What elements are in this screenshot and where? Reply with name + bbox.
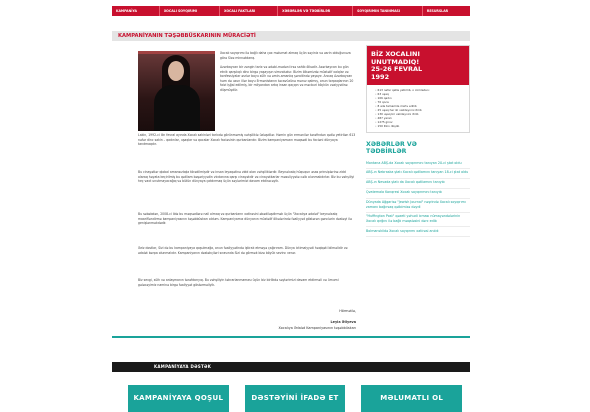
stat-item: • 487 yaralı: [375, 116, 465, 120]
stat-item: • 613 nəfər qətlə yetirilib, o cümlədən:: [375, 88, 465, 92]
promo-banner: [367, 46, 469, 85]
signature-role: Xocalıya Ədalət Kampaniyasının təşəbbüskarı: [278, 326, 356, 330]
stat-item: • 150 itkin düşüb: [375, 124, 465, 128]
cta-row: [128, 385, 462, 412]
stat-item: • 1275 girov: [375, 120, 465, 124]
stat-item: • 70 qoca: [375, 100, 465, 104]
stat-item: • 63 uşaq: [375, 92, 465, 96]
section-divider: [112, 336, 470, 338]
sidebar: [366, 45, 470, 237]
author-photo: [138, 51, 215, 131]
news-link[interactable]: ABŞ-ın Nebraska ştatı Xocalı qətliamını tanıyan 18-ci ştat oldu: [366, 169, 470, 179]
stats-list: [367, 85, 469, 132]
news-link[interactable]: Qvatemala Konqresi Xocalı soyqırımını tanıyıb: [366, 189, 470, 199]
nav-item-kampaniya[interactable]: KAMPANİYA: [112, 6, 160, 16]
nav-item-resurslar[interactable]: RESURSLAR: [426, 9, 449, 13]
page-title: KAMPANİYANIN TƏŞƏBBÜSKARININ MÜRACİƏTİ: [118, 33, 256, 39]
article-paragraph-2: Azərbaycan bir zəngin tarix və ədəbi-mədəni irsə sahib ölkədir. Azərbaycan bu gün etnik qarşılıqlı dinc birgə yaşayışın simvoludur. Bizim ölkəmizdə müxtəlif xalqlar və konfessiyalar əsrlər boyu sülh və əmin-amanlıq şəraitində yaşayır. Ancaq Azərbaycan həm də uzun illər boyu Ermənistanın təcavüzünə məruz qalmış, onun torpaqlarının 20 faizi işğal edilmiş, bir milyondan artıq insan qaçqın və məcburi köçkün vəziyyətinə düşmüşdür.: [220, 65, 354, 92]
news-link[interactable]: Montana ABŞ-da Xocalı soyqırımını tanıyan 20-ci ştat oldu: [366, 159, 470, 169]
article-paragraph-1: Xocalı soyqırımı ilə bağlı daha çox məlumat almaq üçün səyiniz və əsrin olduğunuza görə Sizə minnətdarıq.: [220, 51, 351, 60]
nav-item-xocali-faktlari[interactable]: XOCALI FAKTLARI: [220, 6, 278, 16]
nav-item-xeberler[interactable]: XƏBƏRLƏR VƏ TƏDBİRLƏR: [278, 6, 353, 16]
news-link[interactable]: "Huffington Post" qəzeti yəhudi icması nümayəndələrinin Xocalı qırğını ilə bağlı məqaləsini dərc edib: [366, 213, 470, 227]
join-campaign-button[interactable]: KAMPANİYAYA QOŞUL: [128, 385, 229, 412]
promo-line-4: 1992: [371, 72, 390, 81]
express-support-button[interactable]: DƏSTƏYİNİ İFADƏ ET: [245, 385, 346, 412]
nav-item-xocali-soyqirimi[interactable]: XOCALI SOYQIRIMI: [160, 6, 220, 16]
article-paragraph-5: Bu səbəbdən, 2008-ci ildə bu məqsədlərə nail olmaq və qurbanların xatirəsini əbədiləşdirmək üçün "Xocalıya ədalət" beynəlxalq maarifləndirmə kampaniyasının təşəbbüskarı oldum. Kampaniyamız dünyanın müxtəlif ölkələrində fəaliyyət göstərən gənclərin dəstəyi ilə genişlənməkdədir.: [138, 212, 352, 226]
news-link[interactable]: Dünyada Ağgarisə "Jewish Journal" nəşrində Xocalı soyqırımı zamanı bağırsaq qəlbimizə dəydi: [366, 199, 470, 213]
support-band: [112, 362, 470, 372]
support-band-label: KAMPANİYAYA DƏSTƏK: [154, 364, 212, 369]
news-heading-line-2: TƏDBİRLƏR: [366, 148, 407, 155]
promo-line-2: UNUTMADIQ!: [371, 57, 420, 66]
news-list: [366, 159, 470, 237]
article-paragraph-6: Əziz dostlar, Sizi də bu kampaniyaya qoşulmağa, onun fəaliyyətində iştirak etməyə çağırıram. Dünya ictimaiyyəti həqiqəti bilməlidir və ədalət bərpa olunmalıdır. Kampaniyanın dəstəkçiləri sırasında Sizi də görmək bizə böyük sevinc verər.: [138, 246, 348, 255]
news-link[interactable]: ABŞ-ın Nevada ştatı da Xocalı qətliamını tanıyıb: [366, 179, 470, 189]
stat-item: • 8 ailə tamamilə məhv edilib: [375, 104, 465, 108]
page-heading-bar: [112, 31, 470, 41]
be-informed-button[interactable]: MƏLUMATLI OL: [361, 385, 462, 412]
stat-item: • 106 qadın: [375, 96, 465, 100]
promo-line-3: 25-26 FEVRAL: [371, 65, 423, 73]
article-paragraph-7: Biz sevgi, sülh və anlaşmanın tərəfdarıyıq. Bu vəhşiliyin təkrarlanmaması üçün biz birlikdə səylərimizi davam etdirməli və ümumi gələcəyimiz naminə birgə fəaliyyət göstərməliyik.: [138, 278, 339, 287]
top-nav: [112, 6, 470, 16]
news-heading-line-1: XƏBƏRLƏR VƏ: [366, 141, 417, 148]
stat-item: • 130 uşaq bir valideynini itirib: [375, 112, 465, 116]
stat-item: • 25 uşaq hər iki valideynini itirib: [375, 108, 465, 112]
signature-name: Leyla Əliyeva: [330, 320, 356, 324]
news-link[interactable]: Bolmanskiidə Xocalı soyqırımı xatirəsi anıldı: [366, 227, 470, 237]
signature-regards: Hörmətlə,: [339, 309, 356, 313]
article-paragraph-3: Lakin, 1992-ci ilin fevral ayında Xocalı sakinləri tarixdə görünməmiş vəhşiliklə üzləşdilər. Həmin gün ermənilər tərəfindən qətlə yetirilən 613 nəfər dinc sakin – qadınlar, uşaqlar və qocalar Xocalı faciəsinin qurbanlarıdır. Bizim kampaniyamızın məqsədi bu faciəni dünyaya tanıtmaqdır.: [138, 133, 356, 147]
article-paragraph-4: Bu cinayətlər qlobal amansızlıqla törədilmişdir və insan leyaqətinə zidd olan vəhşiliklərdir. Beynəlxalq hüququn əsas prinsiplərinə zidd olaraq həyata keçirilmiş bu qətliam bəşəriyyətin vicdanına qarşı cinayətdir və cinayətkarlar məsuliyyətə cəlb olunmalıdırlar. Biz bu vəhşiliyi heç vaxt unutmayacağıq və bütün dünyaya çatdırmaq üçün səylərimizi davam etdirəcəyik.: [138, 170, 355, 184]
nav-item-soyqirimin-taninmasi[interactable]: SOYQIRIMIN TANINMASI: [353, 6, 423, 16]
promo-card[interactable]: [366, 45, 470, 133]
news-heading: [366, 141, 470, 155]
promo-line-1: BİZ XOCALINI: [371, 50, 420, 58]
